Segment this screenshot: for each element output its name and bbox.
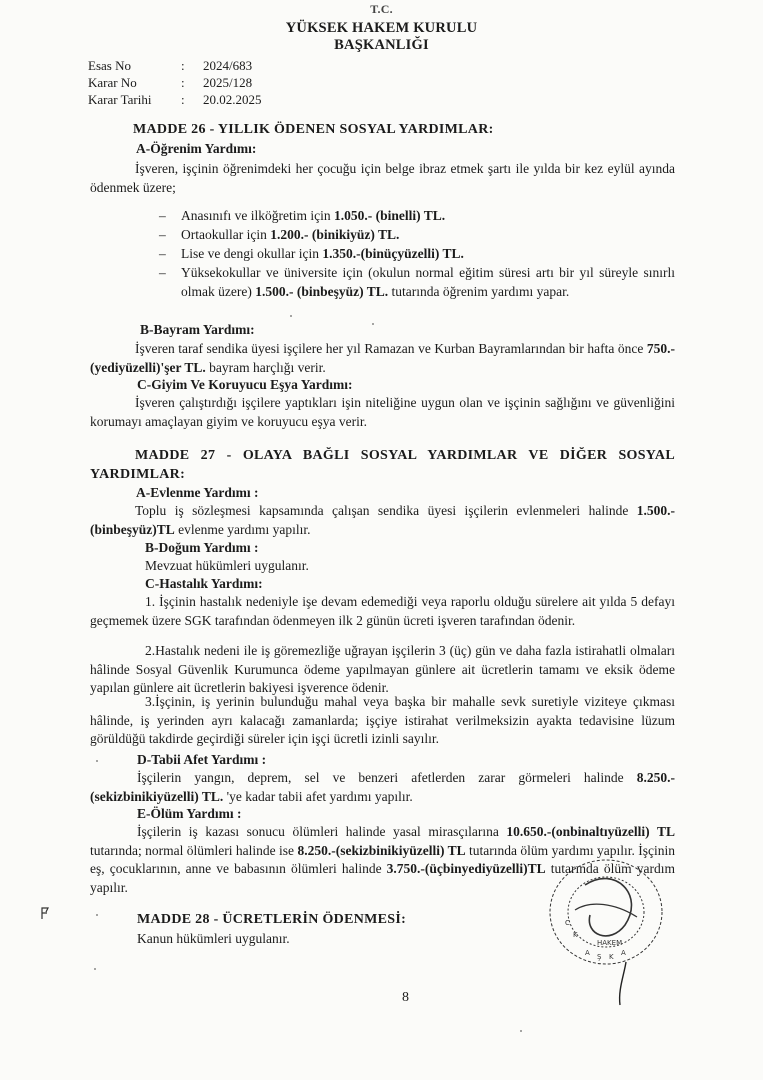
dogum-text: Mevzuat hükümleri uygulanır. [145,558,309,573]
giyim-title: C-Giyim Ve Koruyucu Eşya Yardımı: [137,377,353,392]
ogrenim-title: A-Öğrenim Yardımı: [136,141,257,156]
signature-mark [608,960,638,1010]
bayram-title: B-Bayram Yardımı: [140,322,255,337]
list-item: – Lise ve dengi okullar için 1.350.-(binüçyüzelli) TL. [181,245,675,264]
afet-title: D-Tabii Afet Yardımı : [137,752,267,767]
meta-value: 2024/683 [203,58,253,73]
svg-text:HAKEM: HAKEM [597,939,623,947]
case-meta [88,57,262,108]
olum-text: İşçilerin iş kazası sonucu ölümleri halinde yasal mirasçılarına 10.650.-(onbinaltıyüzelli) TL tutarında; normal ölümleri halinde ise 8.250.-(sekizbinikiyüzelli) TL tutarında ölüm yardımı yapılır. İşçinin eş, çocuklarının, anne ve babasının ölümleri halinde 3.750.-(üçbinyediyüzelli)TL tutarında ölüm yardım yapılır. [90,824,675,895]
list-item: – Ortaokullar için 1.200.- (binikiyüz) TL. [181,226,675,245]
meta-value: 2025/128 [203,75,253,90]
scan-speck [372,323,374,325]
meta-sep: : [181,75,185,90]
margin-mark [38,905,52,921]
official-seal-stamp [545,855,667,970]
svg-text:C: C [565,919,570,927]
dash-bullet: – [159,246,166,261]
header-subtitle: BAŞKANLIĞI [334,37,429,53]
meta-sep: : [181,92,185,107]
list-item: – Yüksekokullar ve üniversite için (okulun normal eğitim süresi artı bir yıl süreyle sınırlı olmak üzere) 1.500.- (binbeşyüz) TL. tutarında öğrenim yardımı yapar. [159,265,675,299]
madde-28-text: Kanun hükümleri uygulanır. [137,931,290,946]
ogrenim-intro: İşveren, işçinin öğrenimdeki her çocuğu için belge ibraz etmek şartı ile yılda bir kez eylül ayında ödenmek üzere; [90,161,675,195]
olum-title: E-Ölüm Yardımı : [137,806,242,821]
dash-bullet: – [159,227,166,242]
meta-row-esas [88,57,262,74]
meta-value: 20.02.2025 [203,92,262,107]
svg-text:A: A [621,949,626,957]
scan-speck [520,1030,522,1032]
afet-text: İşçilerin yangın, deprem, sel ve benzeri afetlerden zarar görmeleri halinde 8.250.-(sekizbinikiyüzelli) TL. 'ye kadar tabii afet yardımı yapılır. [90,770,675,804]
scan-speck [290,315,292,317]
dash-bullet: – [159,265,166,280]
meta-row-karar [88,74,262,91]
madde-27-title: MADDE 27 - OLAYA BAĞLI SOSYAL YARDIMLAR VE DİĞER SOSYAL YARDIMLAR: [90,448,675,482]
list-item: – Anasınıfı ve ilköğretim için 1.050.- (binelli) TL. [181,207,675,226]
hastalik-item-1: 1. İşçinin hastalık nedeniyle işe devam edemediği veya raporlu olduğu sürelere ait yılda 5 defayı geçmemek üzere SGK tarafından ödenmeyen ilk 2 günün ücreti işveren tarafından ödenir. [90,594,675,628]
svg-text:K: K [573,931,578,939]
hastalik-item-3: 3.İşçinin, iş yerinin bulunduğu mahal veya başka bir mahalle sevk suretiyle viziteye çıkması hâlinde, iş yerinden ayrı kalacağı zamanlarda; işçiye istirahat verilmeksizin ayakta tedavisine lüzum görüldüğü takdirde geçirdiği süreler için işçi ücretli izinli sayılır. [90,694,675,746]
scan-speck [94,968,96,970]
evlenme-text: Toplu iş sözleşmesi kapsamında çalışan sendika üyesi işçilerin evlenmeleri halinde 1.500.-(binbeşyüz)TL evlenme yardımı yapılır. [90,503,675,537]
meta-label: Esas No [88,58,131,73]
meta-row-tarih [88,91,262,108]
dash-bullet: – [159,208,166,223]
header-tc: T.C. [370,2,393,16]
madde-28-title: MADDE 28 - ÜCRETLERİN ÖDENMESİ: [137,912,407,927]
svg-text:A: A [585,949,590,957]
scan-speck [96,914,98,916]
header-title: YÜKSEK HAKEM KURULU [285,20,478,36]
scan-speck [96,760,98,762]
bayram-text: İşveren taraf sendika üyesi işçilere her yıl Ramazan ve Kurban Bayramlarından bir hafta önce 750.-(yediyüzelli)'şer TL. bayram harçlığı verir. [90,341,675,375]
svg-text:Ş: Ş [597,953,602,961]
hastalik-item-2: 2.Hastalık nedeni ile iş göremezliğe uğrayan işçilerin 3 (üç) gün ve daha fazla istirahatli olmaları hâlinde Sosyal Güvenlik Kurumunca ödeme yapılmayan günlere ait ücretlerin tamamı ve eksik ödeme yapılan günlere ait ücretlerin bakiyesi işverence ödenir. [90,643,675,695]
meta-label: Karar Tarihi [88,92,152,107]
page-number: 8 [402,990,409,1005]
meta-sep: : [181,58,185,73]
madde-26-title: MADDE 26 - YILLIK ÖDENEN SOSYAL YARDIMLAR: [133,122,494,137]
evlenme-title: A-Evlenme Yardımı : [136,485,259,500]
giyim-text: İşveren çalıştırdığı işçilere yaptıkları işin niteliğine uygun olan ve işçinin sağlığını ve güvenliğini korumayı amaçlayan giyim ve koruyucu eşya verir. [90,395,675,429]
meta-label: Karar No [88,75,137,90]
dogum-title: B-Doğum Yardımı : [145,540,259,555]
svg-text:K: K [609,953,614,961]
hastalik-title: C-Hastalık Yardımı: [145,576,263,591]
